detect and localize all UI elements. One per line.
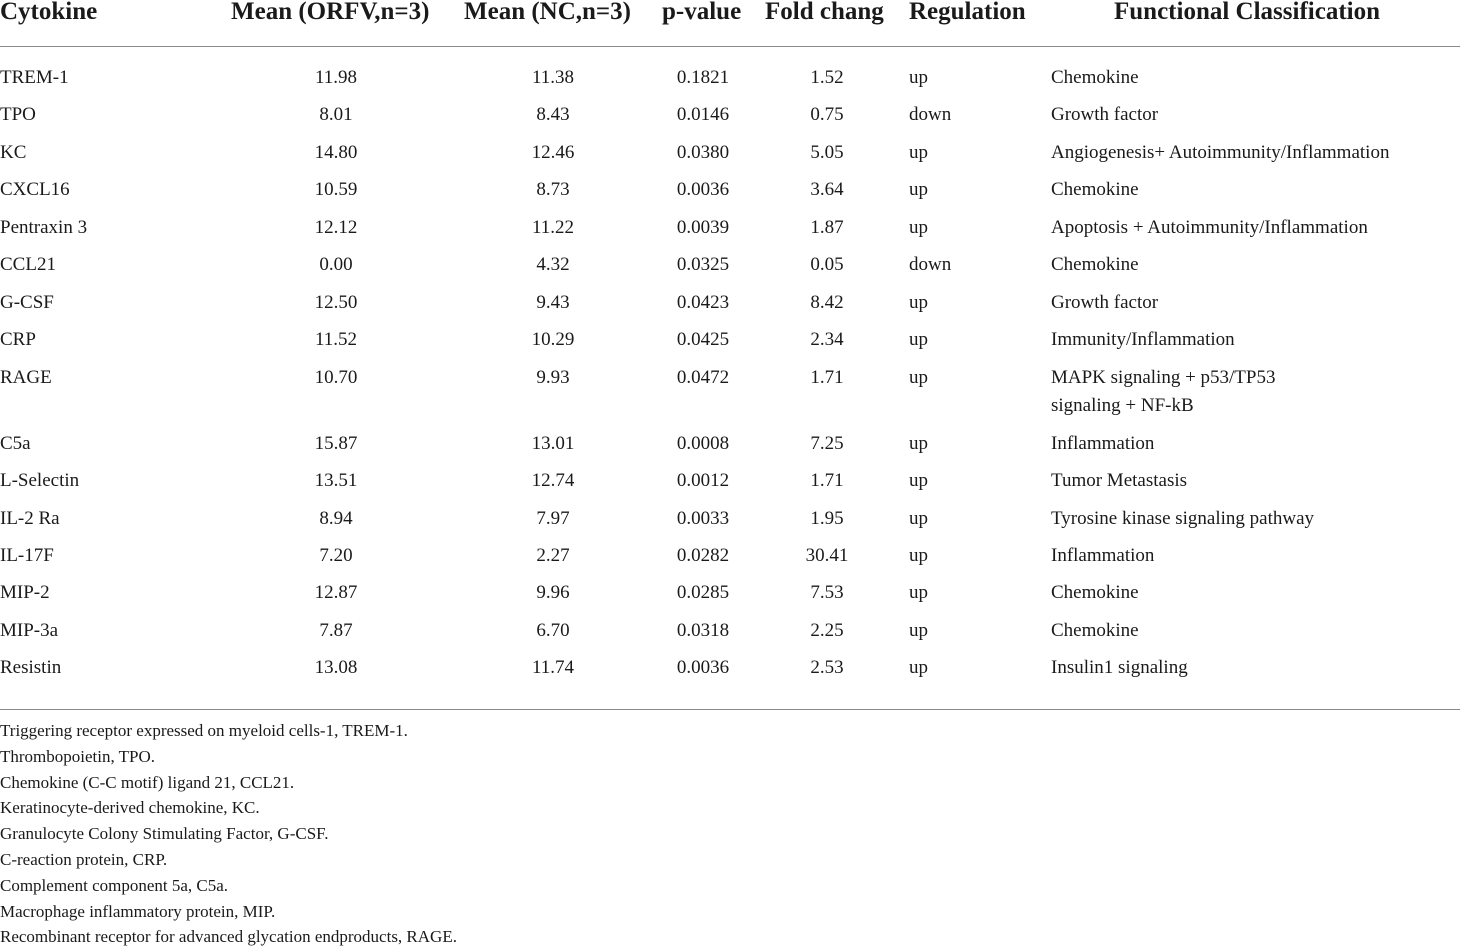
regulation-value: up <box>909 329 928 350</box>
mean-nc-value: 12.74 <box>531 470 575 491</box>
footnote: Complement component 5a, C5a. <box>0 875 229 895</box>
bottom-rule <box>0 709 1460 710</box>
mean-orfv-value: 7.87 <box>319 620 353 641</box>
mean-orfv-value: 12.50 <box>314 292 358 313</box>
regulation-value: down <box>909 254 952 275</box>
p-value: 0.0285 <box>676 582 730 603</box>
fold-change-value: 2.53 <box>810 657 844 678</box>
mean-orfv-value: 13.51 <box>314 470 358 491</box>
mean-nc-value: 11.74 <box>531 657 575 678</box>
mean-nc-value: 10.29 <box>531 329 575 350</box>
mean-nc-value: 4.32 <box>536 254 570 275</box>
p-value: 0.0008 <box>676 433 730 454</box>
functional-classification: Insulin1 signaling <box>1051 657 1188 678</box>
mean-nc-value: 9.43 <box>536 292 570 313</box>
mean-orfv-value: 11.98 <box>314 67 358 88</box>
regulation-value: up <box>909 179 928 200</box>
cytokine-name: G-CSF <box>0 292 54 313</box>
header-mean-nc: Mean (NC,n=3) <box>464 0 632 25</box>
footnote: C-reaction protein, CRP. <box>0 849 168 869</box>
cytokine-name: CRP <box>0 329 36 350</box>
header-p-value: p-value <box>662 0 742 25</box>
cytokine-name: C5a <box>0 433 31 454</box>
fold-change-value: 1.71 <box>810 470 844 491</box>
regulation-value: up <box>909 582 928 603</box>
mean-orfv-value: 8.94 <box>319 508 353 529</box>
fold-change-value: 7.53 <box>810 582 844 603</box>
cytokine-name: RAGE <box>0 367 52 388</box>
footnote: Recombinant receptor for advanced glycation endproducts, RAGE. <box>0 927 457 947</box>
p-value: 0.0146 <box>676 104 730 125</box>
functional-classification: MAPK signaling + p53/TP53 <box>1051 367 1276 388</box>
functional-classification: Immunity/Inflammation <box>1051 329 1235 350</box>
fold-change-value: 8.42 <box>810 292 844 313</box>
mean-nc-value: 7.97 <box>536 508 570 529</box>
fold-change-value: 3.64 <box>810 179 844 200</box>
header-mean-orfv: Mean (ORFV,n=3) <box>231 0 430 25</box>
mean-nc-value: 8.43 <box>536 104 570 125</box>
functional-classification: Inflammation <box>1051 545 1155 566</box>
regulation-value: up <box>909 292 928 313</box>
cytokine-name: CCL21 <box>0 254 56 275</box>
regulation-value: up <box>909 657 928 678</box>
functional-classification-line2: signaling + NF-kB <box>1051 395 1194 416</box>
mean-nc-value: 11.38 <box>531 67 575 88</box>
header-fold-change: Fold chang <box>765 0 884 25</box>
p-value: 0.0036 <box>676 657 730 678</box>
mean-orfv-value: 15.87 <box>314 433 358 454</box>
regulation-value: up <box>909 470 928 491</box>
p-value: 0.0380 <box>676 142 730 163</box>
regulation-value: up <box>909 67 928 88</box>
footnote: Granulocyte Colony Stimulating Factor, G-CSF. <box>0 824 329 844</box>
cytokine-name: Pentraxin 3 <box>0 217 88 238</box>
header-rule <box>0 46 1460 47</box>
mean-nc-value: 9.93 <box>536 367 570 388</box>
functional-classification: Growth factor <box>1051 292 1159 313</box>
fold-change-value: 7.25 <box>810 433 844 454</box>
p-value: 0.0425 <box>676 329 730 350</box>
functional-classification: Inflammation <box>1051 433 1155 454</box>
cytokine-name: IL-17F <box>0 545 54 566</box>
fold-change-value: 2.25 <box>810 620 844 641</box>
p-value: 0.0282 <box>676 545 730 566</box>
header-functional-classification: Functional Classification <box>1114 0 1380 25</box>
footnote: Thrombopoietin, TPO. <box>0 746 156 766</box>
mean-nc-value: 13.01 <box>531 433 575 454</box>
mean-nc-value: 9.96 <box>536 582 570 603</box>
mean-nc-value: 2.27 <box>536 545 570 566</box>
cytokine-name: MIP-3a <box>0 620 59 641</box>
cytokine-name: TREM-1 <box>0 67 69 88</box>
mean-orfv-value: 11.52 <box>314 329 358 350</box>
mean-orfv-value: 10.59 <box>314 179 358 200</box>
cytokine-name: CXCL16 <box>0 179 70 200</box>
mean-orfv-value: 0.00 <box>319 254 353 275</box>
functional-classification: Tyrosine kinase signaling pathway <box>1051 508 1315 529</box>
footnotes <box>0 718 457 950</box>
regulation-value: up <box>909 217 928 238</box>
fold-change-value: 0.05 <box>810 254 844 275</box>
fold-change-value: 1.71 <box>810 367 844 388</box>
mean-orfv-value: 12.12 <box>314 217 358 238</box>
header-cytokine: Cytokine <box>0 0 98 25</box>
p-value: 0.1821 <box>676 67 730 88</box>
functional-classification: Chemokine <box>1051 254 1139 275</box>
regulation-value: up <box>909 142 928 163</box>
footnote: Triggering receptor expressed on myeloid cells-1, TREM-1. <box>0 721 408 740</box>
regulation-value: up <box>909 367 928 388</box>
fold-change-value: 1.95 <box>810 508 844 529</box>
functional-classification: Angiogenesis+ Autoimmunity/Inflammation <box>1051 142 1390 163</box>
p-value: 0.0039 <box>676 217 730 238</box>
fold-change-value: 1.87 <box>810 217 844 238</box>
p-value: 0.0472 <box>676 367 730 388</box>
regulation-value: up <box>909 545 928 566</box>
cytokine-name: L-Selectin <box>0 470 80 491</box>
footnote: Chemokine (C-C motif) ligand 21, CCL21. <box>0 772 295 792</box>
footnote: Macrophage inflammatory protein, MIP. <box>0 901 276 921</box>
fold-change-value: 2.34 <box>810 329 844 350</box>
table-header <box>0 0 1460 46</box>
fold-change-value: 30.41 <box>805 545 849 566</box>
p-value: 0.0033 <box>676 508 730 529</box>
mean-orfv-value: 13.08 <box>314 657 358 678</box>
p-value: 0.0012 <box>676 470 730 491</box>
header-regulation: Regulation <box>909 0 1026 25</box>
functional-classification: Chemokine <box>1051 582 1139 603</box>
mean-nc-value: 8.73 <box>536 179 570 200</box>
p-value: 0.0318 <box>676 620 730 641</box>
regulation-value: up <box>909 620 928 641</box>
mean-nc-value: 11.22 <box>531 217 575 238</box>
fold-change-value: 1.52 <box>810 67 844 88</box>
mean-orfv-value: 7.20 <box>319 545 353 566</box>
mean-orfv-value: 14.80 <box>314 142 358 163</box>
fold-change-value: 0.75 <box>810 104 844 125</box>
mean-nc-value: 6.70 <box>536 620 570 641</box>
p-value: 0.0036 <box>676 179 730 200</box>
functional-classification: Chemokine <box>1051 620 1139 641</box>
functional-classification: Growth factor <box>1051 104 1159 125</box>
mean-orfv-value: 8.01 <box>319 104 353 125</box>
cytokine-name: TPO <box>0 104 36 125</box>
regulation-value: down <box>909 104 952 125</box>
mean-orfv-value: 12.87 <box>314 582 358 603</box>
regulation-value: up <box>909 508 928 529</box>
p-value: 0.0325 <box>676 254 730 275</box>
cytokine-name: KC <box>0 142 27 163</box>
regulation-value: up <box>909 433 928 454</box>
functional-classification: Tumor Metastasis <box>1051 470 1188 491</box>
mean-nc-value: 12.46 <box>531 142 575 163</box>
fold-change-value: 5.05 <box>810 142 844 163</box>
cytokine-name: IL-2 Ra <box>0 508 60 529</box>
mean-orfv-value: 10.70 <box>314 367 358 388</box>
cytokine-name: Resistin <box>0 657 62 678</box>
footnote: Keratinocyte-derived chemokine, KC. <box>0 798 260 818</box>
functional-classification: Chemokine <box>1051 67 1139 88</box>
p-value: 0.0423 <box>676 292 730 313</box>
functional-classification: Chemokine <box>1051 179 1139 200</box>
cytokine-name: MIP-2 <box>0 582 50 603</box>
functional-classification: Apoptosis + Autoimmunity/Inflammation <box>1051 217 1368 238</box>
